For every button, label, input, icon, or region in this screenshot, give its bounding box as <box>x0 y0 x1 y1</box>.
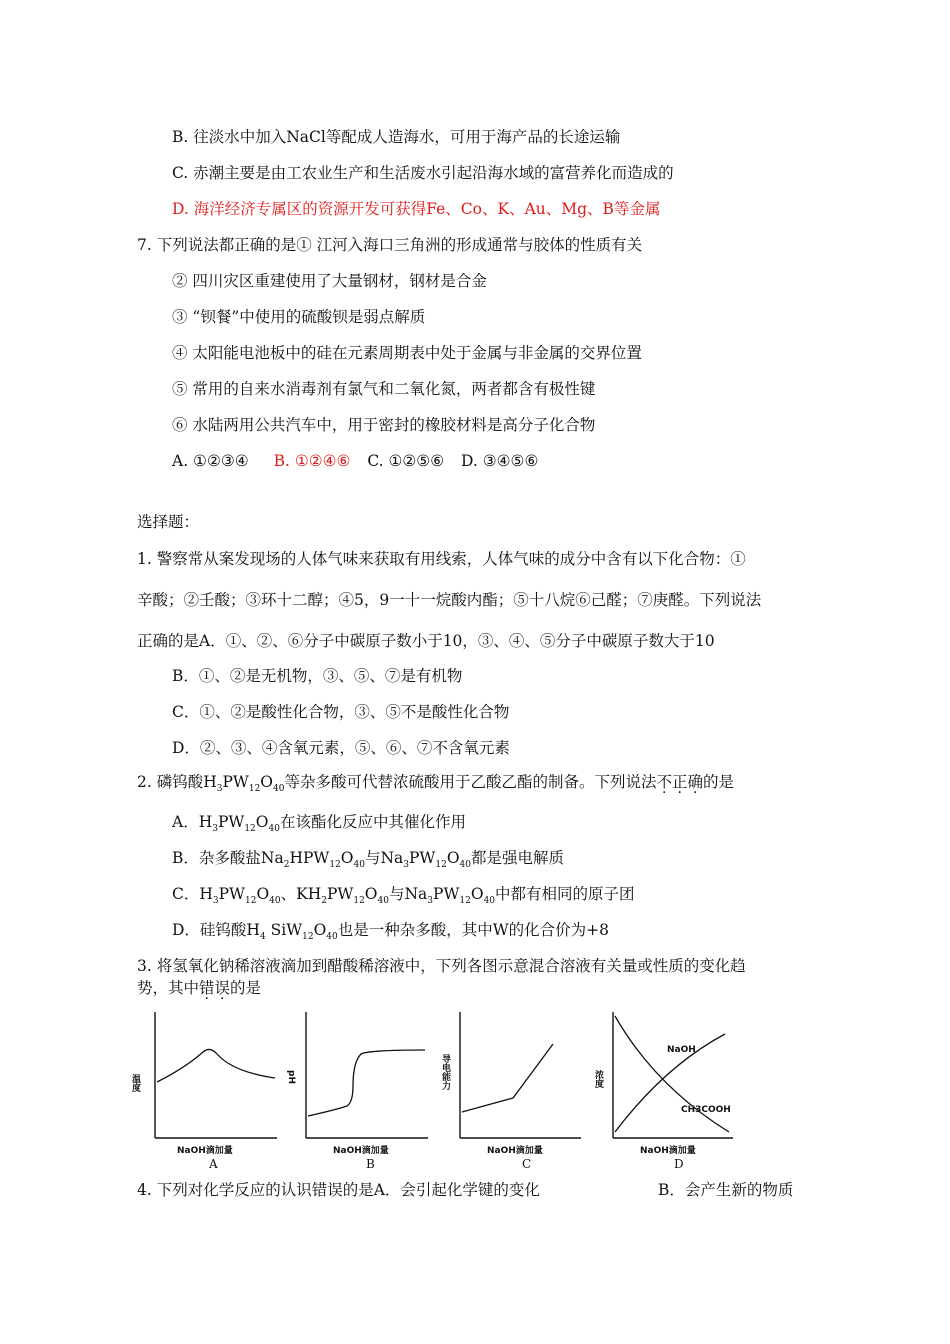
graph-d-ylabel: 浓度 <box>593 1070 603 1088</box>
q7-option-d: D. ③④⑤⑥ <box>461 452 539 470</box>
q7-option-a: A. ①②③④ <box>172 452 249 470</box>
q1-line3: 正确的是A．①、②、⑥分子中碳原子数小于10，③、④、⑤分子中碳原子数大于10 <box>137 632 715 650</box>
q2-option-a: A．$H_3PW_{12}O_{40}$在该酯化反应中其催化作用 <box>172 813 466 835</box>
q2-option-d: D．硅钨酸$H_4$ $SiW_{12}O_{40}$也是一种杂多酸，其中W的化合价为+8 <box>172 921 610 943</box>
q3-figure-svg <box>125 1006 815 1174</box>
q1-option-c: C．①、②是酸性化合物，③、⑤不是酸性化合物 <box>172 703 510 721</box>
graph-c-ylabel: 导电能力 <box>440 1054 450 1090</box>
q2-emphasis: 不正确 <box>656 773 704 791</box>
q2-option-b: B．杂多酸盐$Na_2HPW_{12}O_{40}$与$Na_3PW_{12}O_{40}$都是强电解质 <box>172 849 565 871</box>
graph-b <box>286 1012 428 1171</box>
q6-option-d: D. 海洋经济专属区的资源开发可获得Fe、Co、K、Au、Mg、B等金属 <box>172 200 661 218</box>
q7-item: ⑥ 水陆两用公共汽车中，用于密封的橡胶材料是高分子化合物 <box>172 416 596 434</box>
q1-line2: 辛酸；②壬酸；③环十二醇；④5，9一十一烷酸内酯；⑤十八烷⑥己醛；⑦庚醛。下列说法 <box>137 591 762 609</box>
graph-a-ylabel: 温度 <box>130 1074 140 1092</box>
graph-c-caption: C <box>522 1157 532 1171</box>
graph-d-xlabel: NaOH滴加量 <box>640 1146 696 1156</box>
graph-a-xlabel: NaOH滴加量 <box>177 1146 233 1156</box>
q4-stem: 4. 下列对化学反应的认识错误的是A．会引起化学键的变化 <box>137 1181 540 1199</box>
graph-c-curve <box>462 1044 553 1112</box>
q3-line2: 势，其中错误的是 <box>137 979 262 997</box>
graph-a-curve <box>157 1049 275 1082</box>
q1-option-b: B．①、②是无机物，③、⑤、⑦是有机物 <box>172 667 463 685</box>
graph-d-curve-label-naoh: NaOH <box>667 1045 696 1055</box>
q6-option-c: C. 赤潮主要是由工农业生产和生活废水引起沿海水域的富营养化而造成的 <box>172 164 674 182</box>
graph-b-ylabel: pH <box>286 1070 296 1084</box>
q7-option-c: C. ①②⑤⑥ <box>367 452 445 470</box>
graph-b-curve <box>308 1050 425 1116</box>
q7-item: ② 四川灾区重建使用了大量钢材，钢材是合金 <box>172 272 487 290</box>
q6-option-b: B. 往淡水中加入NaCl等配成人造海水，可用于海产品的长途运输 <box>172 128 621 146</box>
q7-item: ④ 太阳能电池板中的硅在元素周期表中处于金属与非金属的交界位置 <box>172 344 642 362</box>
q3-emphasis: 错误 <box>199 979 231 997</box>
q7-stem: 7. 下列说法都正确的是① 江河入海口三角洲的形成通常与胶体的性质有关 <box>137 236 643 254</box>
q4-option-b: B．会产生新的物质 <box>658 1181 794 1199</box>
graph-d-caption: D <box>674 1157 684 1171</box>
graph-d-curve-label-ch3cooh: CH3COOH <box>681 1105 731 1115</box>
q2-stem: 2. 磷钨酸$H_3PW_{12}O_{40}$等杂多酸可代替浓硫酸用于乙酸乙酯的制备。下列说法不正确的是 <box>137 773 735 795</box>
q1-option-d: D．②、③、④含氧元素，⑤、⑥、⑦不含氧元素 <box>172 739 510 757</box>
graph-c <box>440 1012 581 1171</box>
q7-options <box>172 451 538 471</box>
q7-item: ③ “钡餐”中使用的硫酸钡是弱点解质 <box>172 308 426 326</box>
graph-d <box>593 1012 733 1171</box>
q1-line1: 1. 警察常从案发现场的人体气味来获取有用线索，人体气味的成分中含有以下化合物：① <box>137 550 746 568</box>
graph-c-xlabel: NaOH滴加量 <box>487 1146 543 1156</box>
q2-option-c: C．$H_3PW_{12}O_{40}$、$KH_2PW_{12}O_{40}$与$Na_3PW_{12}O_{40}$中都有相同的原子团 <box>172 885 635 907</box>
graph-b-xlabel: NaOH滴加量 <box>333 1146 389 1156</box>
section-title: 选择题： <box>137 513 200 531</box>
q3-line1: 3. 将氢氧化钠稀溶液滴加到醋酸稀溶液中，下列各图示意混合溶液有关量或性质的变化趋 <box>137 957 746 975</box>
graph-b-caption: B <box>366 1157 375 1171</box>
q3-figures <box>125 1006 815 1174</box>
q7-item: ⑤ 常用的自来水消毒剂有氯气和二氧化氮，两者都含有极性键 <box>172 380 596 398</box>
q7-option-b: B. ①②④⑥ <box>273 452 351 470</box>
graph-a <box>130 1012 277 1171</box>
graph-a-caption: A <box>209 1157 218 1171</box>
